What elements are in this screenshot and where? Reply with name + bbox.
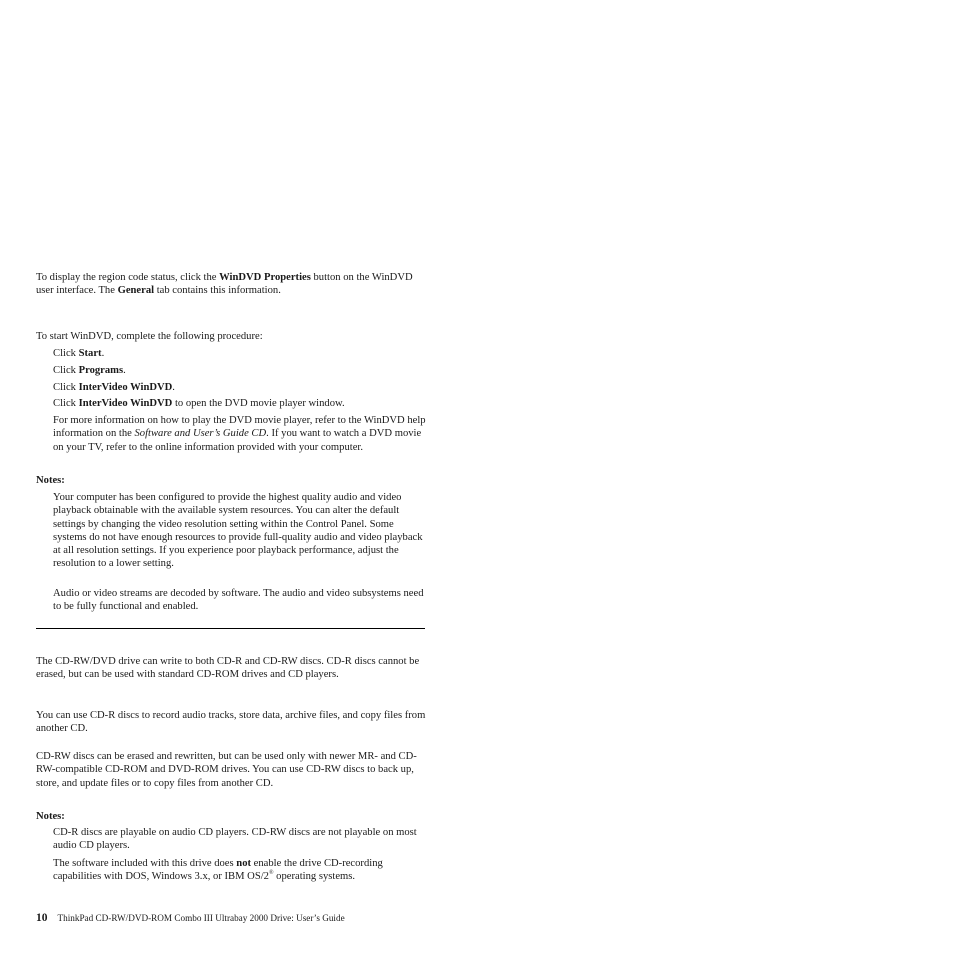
cd-paragraph: You can use CD-R discs to record audio tracks, store data, archive files, and copy files from another CD. bbox=[36, 710, 426, 735]
bold-term: WinDVD Properties bbox=[219, 272, 311, 283]
bold-term: Notes: bbox=[36, 475, 65, 486]
text: button on the WinDVD user interface. The bbox=[36, 272, 413, 297]
cd-paragraph: The CD-RW/DVD drive can write to both CD-R and CD-RW discs. CD-R discs cannot be erased, but can be used with standard CD-ROM drives and CD players. bbox=[36, 656, 420, 681]
registered-mark: ® bbox=[268, 870, 274, 877]
notes-label bbox=[36, 810, 428, 823]
text: . If you want to watch a DVD movie on your TV, refer to the online information provided with your computer. bbox=[53, 428, 422, 453]
note-item: Your computer has been configured to provide the highest quality audio and video playback obtainable with the available system resources. You can alter the default settings by changing the video resolution setting within the Control Panel. Some systems do not have enough resources to provide full-quality audio and video playback at all resolution settings. If you experience poor playback performance, adjust the resolution to a lower setting. bbox=[53, 492, 423, 570]
bold-term: Programs bbox=[78, 365, 124, 376]
text: The software included with this drive does bbox=[53, 858, 237, 869]
note-item bbox=[53, 857, 428, 884]
step-2: Click Programs. bbox=[53, 365, 126, 376]
more-info-paragraph bbox=[53, 414, 428, 454]
text: Click bbox=[53, 398, 76, 409]
note-item: Audio or video streams are decoded by software. The audio and video subsystems need to be fully functional and enabled. bbox=[53, 588, 424, 613]
page-number: 10 bbox=[36, 912, 48, 924]
italic-title: Software and User’s Guide CD bbox=[134, 428, 267, 440]
text: operating systems. bbox=[273, 871, 356, 883]
text: tab contains this information. bbox=[154, 285, 281, 297]
page-footer bbox=[36, 912, 345, 925]
bold-term: not bbox=[236, 858, 252, 869]
bold-term: InterVideo WinDVD bbox=[78, 382, 173, 393]
step-3: Click InterVideo WinDVD. bbox=[53, 382, 175, 393]
text: For more information on how to play the DVD movie player, refer to the WinDVD help information on the bbox=[53, 415, 426, 440]
notes-label bbox=[36, 474, 428, 487]
text: Click bbox=[53, 382, 76, 393]
start-intro: To start WinDVD, complete the following procedure: bbox=[36, 331, 263, 342]
text: to open the DVD movie player window. bbox=[172, 398, 345, 409]
text: Click bbox=[53, 365, 76, 376]
bold-term: Notes: bbox=[36, 811, 65, 822]
cd-paragraph: CD-RW discs can be erased and rewritten, but can be used only with newer MR- and CD-RW-compatible CD-ROM and DVD-ROM drives. You can use CD-RW discs to back up, store, and update files or to copy files from another CD. bbox=[36, 751, 417, 789]
text: To display the region code status, click the bbox=[36, 272, 220, 283]
bold-term: General bbox=[117, 285, 155, 297]
step-4 bbox=[53, 397, 428, 410]
bold-term: InterVideo WinDVD bbox=[78, 398, 173, 409]
region-code-paragraph bbox=[36, 271, 428, 298]
text: Click bbox=[53, 348, 76, 359]
note-item: CD-R discs are playable on audio CD players. CD-RW discs are not playable on most audio CD players. bbox=[53, 827, 417, 852]
step-1: Click Start. bbox=[53, 348, 105, 359]
text: enable the drive CD-recording capabilities with DOS, Windows 3.x, or IBM OS/2 bbox=[53, 858, 383, 883]
footer-title: ThinkPad CD-RW/DVD-ROM Combo III Ultrabay 2000 Drive: User’s Guide bbox=[57, 913, 345, 923]
bold-term: Start bbox=[78, 348, 102, 359]
section-divider bbox=[36, 628, 425, 629]
